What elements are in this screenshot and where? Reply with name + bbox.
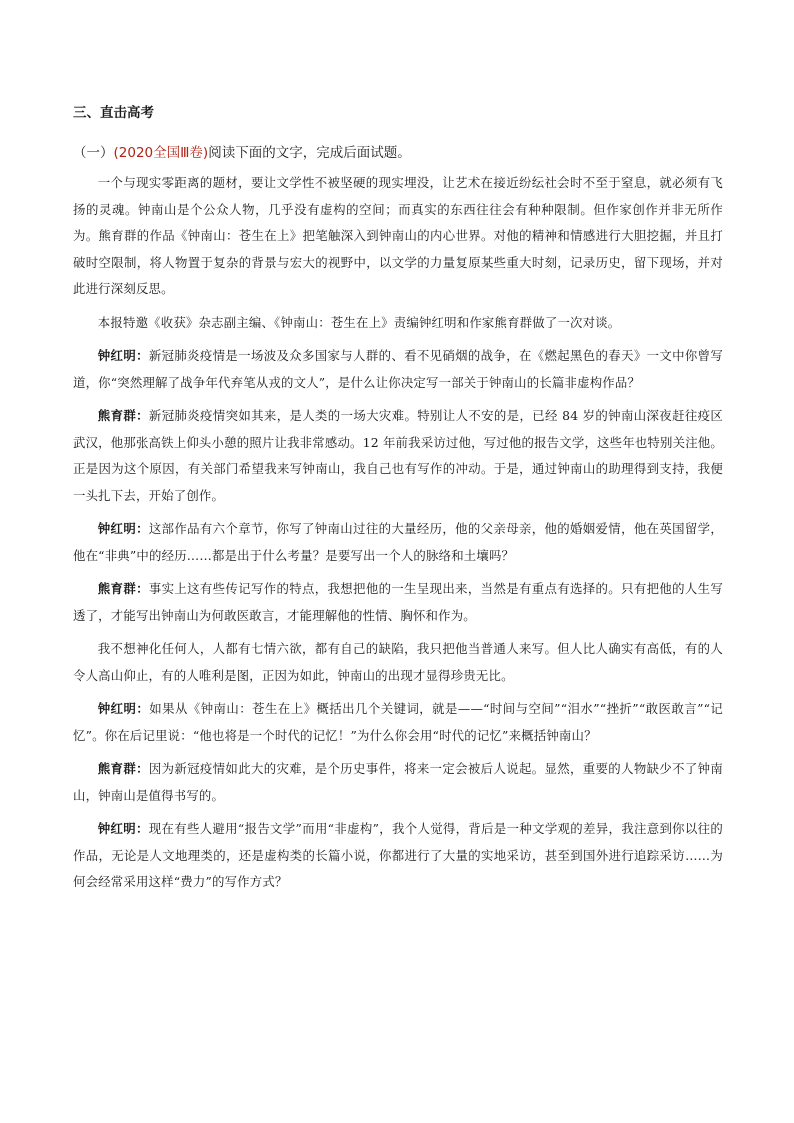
dialogue-paragraph xyxy=(73,516,723,569)
speaker-name: 钟红明： xyxy=(97,701,150,716)
speaker-name: 钟红明： xyxy=(97,521,149,536)
dialogue-paragraph xyxy=(73,636,723,689)
dialogue-paragraph xyxy=(73,696,723,749)
dialogue-text: 事实上这有些传记写作的特点，我想把他的一生呈现出来，当然是有重点有选择的。只有把他的人生写透了，才能写出钟南山为何敢医敢言，才能理解他的性情、胸怀和作为。 xyxy=(73,581,723,623)
dialogue-text: 如果从《钟南山：苍生在上》概括出几个关键词，就是——“时间与空间”“泪水”“挫折”“敢医敢言”“记忆”。你在后记里说：“他也将是一个时代的记忆！”为什么你会用“时代的记忆”来概括钟南山？ xyxy=(73,701,723,743)
dialogue-text: 现在有些人避用“报告文学”而用“非虚构”，我个人觉得，背后是一种文学观的差异，我注意到你以往的作品，无论是人文地理类的，还是虚构类的长篇小说，你都进行了大量的实地采访，甚至到国外进行追踪采访……为何会经常采用这样“费力”的写作方式？ xyxy=(73,821,723,889)
question-instruction: 阅读下面的文字，完成后面试题。 xyxy=(208,145,411,161)
dialogue-text: 新冠肺炎疫情是一场波及众多国家与人群的、看不见硝烟的战争，在《燃起黑色的春天》一文中你曾写道，你“突然理解了战争年代弃笔从戎的文人”，是什么让你决定写一部关于钟南山的长篇非虚构作品？ xyxy=(73,348,723,390)
section-title: 三、直击高考 xyxy=(73,105,154,121)
dialogue-text: 因为新冠疫情如此大的灾难，是个历史事件，将来一定会被后人说起。显然，重要的人物缺少不了钟南山，钟南山是值得书写的。 xyxy=(73,761,723,803)
intro-paragraph: 一个与现实零距离的题材，要让文学性不被坚硬的现实埋没，让艺术在接近纷纭社会时不至于窒息，就必须有飞扬的灵魂。钟南山是个公众人物，几乎没有虚构的空间；而真实的东西往往会有种种限制。但作家创作并非无所作为。熊育群的作品《钟南山：苍生在上》把笔触深入到钟南山的内心世界。对他的精神和情感进行大胆挖掘，并且打破时空限制，将人物置于复杂的背景与宏大的视野中，以文学的力量复原某些重大时刻，记录历史，留下现场，并对此进行深刻反思。 xyxy=(73,175,723,296)
intro-paragraph: 本报特邀《收获》杂志副主编、《钟南山：苍生在上》责编钟红明和作家熊育群做了一次对谈。 xyxy=(97,314,621,330)
dialogue-paragraph xyxy=(73,343,723,396)
speaker-name: 熊育群： xyxy=(97,408,149,423)
question-source: (2020全国Ⅲ卷) xyxy=(113,145,209,161)
dialogue-paragraph xyxy=(73,403,723,509)
question-prefix: （一） xyxy=(73,145,114,161)
speaker-name: 钟红明： xyxy=(97,348,149,363)
dialogue-paragraph xyxy=(73,816,723,896)
dialogue-paragraph xyxy=(73,576,723,629)
speaker-name: 熊育群： xyxy=(97,581,149,596)
dialogue-text: 我不想神化任何人，人都有七情六欲，都有自己的缺陷，我只把他当普通人来写。但人比人确实有高低，有的人令人高山仰止，有的人唯利是图，正因为如此，钟南山的出现才显得珍贵无比。 xyxy=(73,641,723,683)
question-heading xyxy=(73,144,723,162)
speaker-name: 熊育群： xyxy=(97,761,149,776)
document-content xyxy=(73,104,723,896)
dialogue-text: 新冠肺炎疫情突如其来，是人类的一场大灾难。特别让人不安的是，已经 84 岁的钟南山深夜赶往疫区武汉，他那张高铁上仰头小憩的照片让我非常感动。12 年前我采访过他，写过他的报告文学，这些年也特别关注他。正是因为这个原因，有关部门希望我来写钟南山，我自己也有写作的冲动。于是，通过钟南山的助理得到支持，我便一头扎下去，开始了创作。 xyxy=(73,408,723,503)
dialogue-paragraph xyxy=(73,756,723,809)
speaker-name: 钟红明： xyxy=(97,821,149,836)
dialogue-text: 这部作品有六个章节，你写了钟南山过往的大量经历，他的父亲母亲，他的婚姻爱情，他在英国留学，他在“非典”中的经历……都是出于什么考量？是要写出一个人的脉络和土壤吗？ xyxy=(73,521,723,563)
